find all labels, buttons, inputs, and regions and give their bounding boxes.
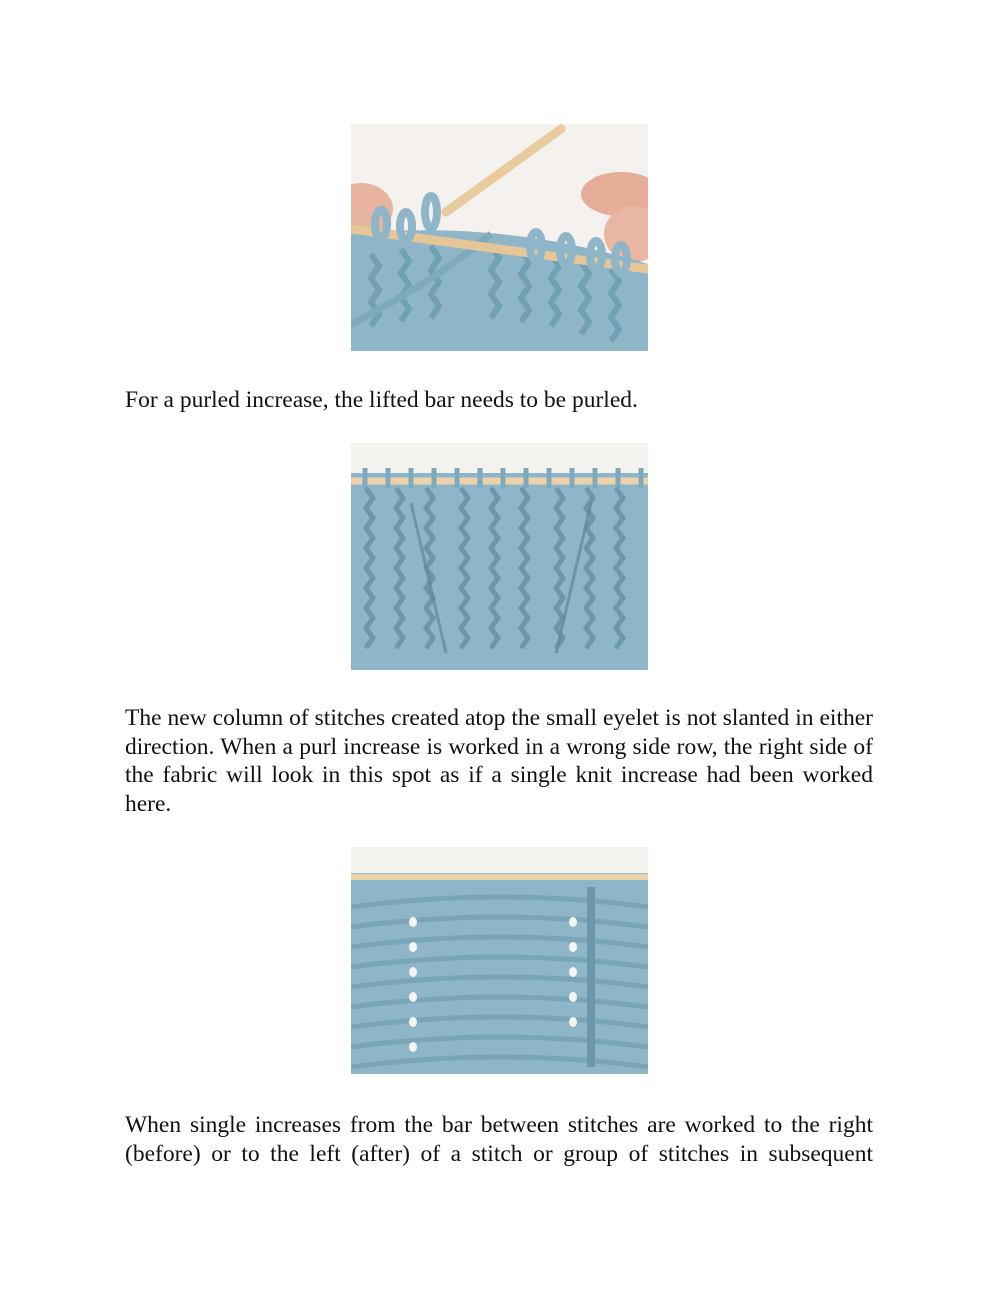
photo-eyelet-columns-fabric [351,847,648,1074]
photo-purled-increase-fabric [351,443,648,670]
paragraph: When single increases from the bar between stitches are worked to the right (before) or to the left (after) of a stitch or group of stitches in subsequent [125,1112,873,1167]
paragraph: For a purled increase, the lifted bar needs to be purled. [125,387,638,413]
photo-lifting-bar [351,124,648,351]
paragraph: The new column of stitches created atop the small eyelet is not slanted in either direction. When a purl increase is worked in a wrong side row, the right side of the fabric will look in this spot as if a single knit increase had been worked here. [125,705,873,817]
